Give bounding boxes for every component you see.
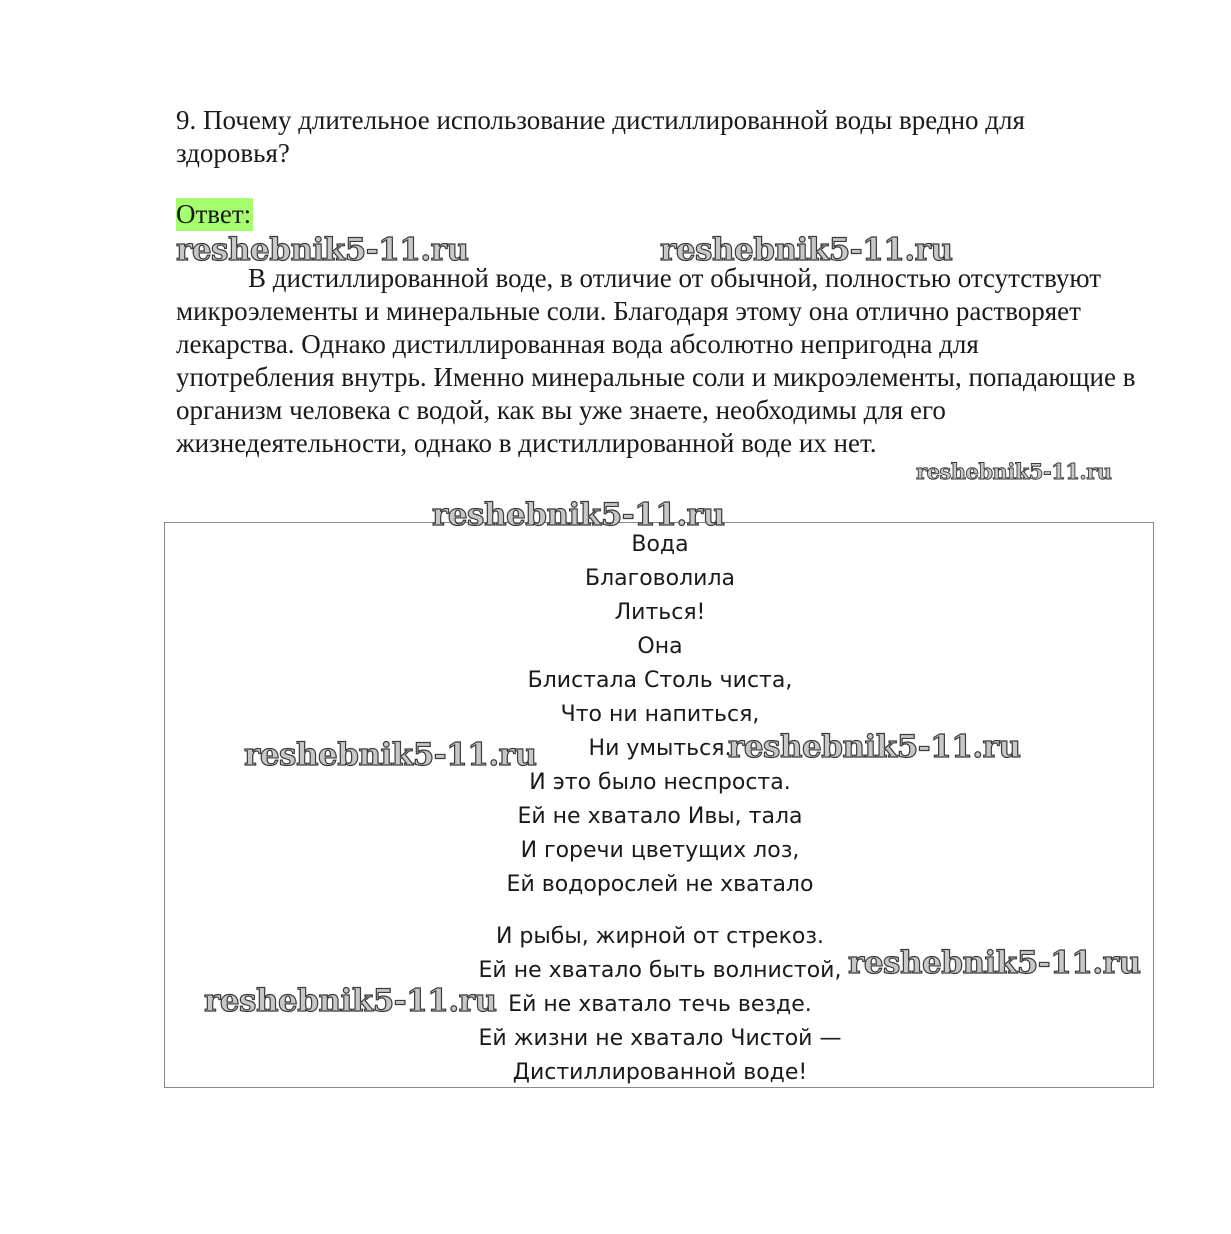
poem-line: Литься! (614, 600, 706, 625)
poem-line: Дистиллированной воде! (512, 1060, 808, 1085)
poem-line: Благоволила (585, 566, 735, 591)
watermark: reshebnik5-11.ru (848, 945, 1141, 981)
poem-line: Ей не хватало Ивы, тала (517, 804, 803, 829)
poem-line: И это было неспроста. (529, 770, 791, 795)
poem-line: Что ни напиться, (560, 702, 760, 727)
answer-label: Ответ: (176, 199, 252, 229)
poem-line: И рыбы, жирной от стрекоз. (495, 924, 825, 949)
poem-line: Ей водорослей не хватало (506, 872, 814, 897)
poem-line: Вода (631, 532, 689, 557)
poem-line: И горечи цветущих лоз, (520, 838, 800, 863)
poem-line: Она (637, 634, 683, 659)
watermark: reshebnik5-11.ru (176, 232, 469, 268)
watermark: reshebnik5-11.ru (204, 983, 497, 1019)
poem-line: Ей не хватало быть волнистой, (478, 958, 842, 983)
question-text: 9. Почему длительное использование дистиллированной воды вредно для здоровья? (176, 105, 1025, 168)
watermark: reshebnik5-11.ru (660, 232, 953, 268)
poem-line: Ей не хватало течь везде. (508, 992, 812, 1017)
watermark: reshebnik5-11.ru (244, 737, 537, 773)
watermark: reshebnik5-11.ru (728, 729, 1021, 765)
poem-line: Ей жизни не хватало Чистой — (478, 1026, 842, 1051)
watermark: reshebnik5-11.ru (916, 459, 1112, 484)
poem-line: Блистала Столь чиста, (527, 668, 793, 693)
poem-line: Ни умыться. (588, 736, 732, 761)
watermark: reshebnik5-11.ru (432, 497, 725, 533)
answer-text: В дистиллированной воде, в отличие от обычной, полностью отсутствуют микроэлементы и минеральные соли. Благодаря этому она отлично растворяет лекарства. Однако дистиллированная вода абсолютно непригодна для употребления внутрь. Именно минеральные соли и микроэлементы, попадающие в организм человека с водой, как вы уже знаете, необходимы для его жизнедеятельности, однако в дистиллированной воде их нет. (176, 263, 1136, 458)
stanza-gap (165, 905, 1155, 923)
